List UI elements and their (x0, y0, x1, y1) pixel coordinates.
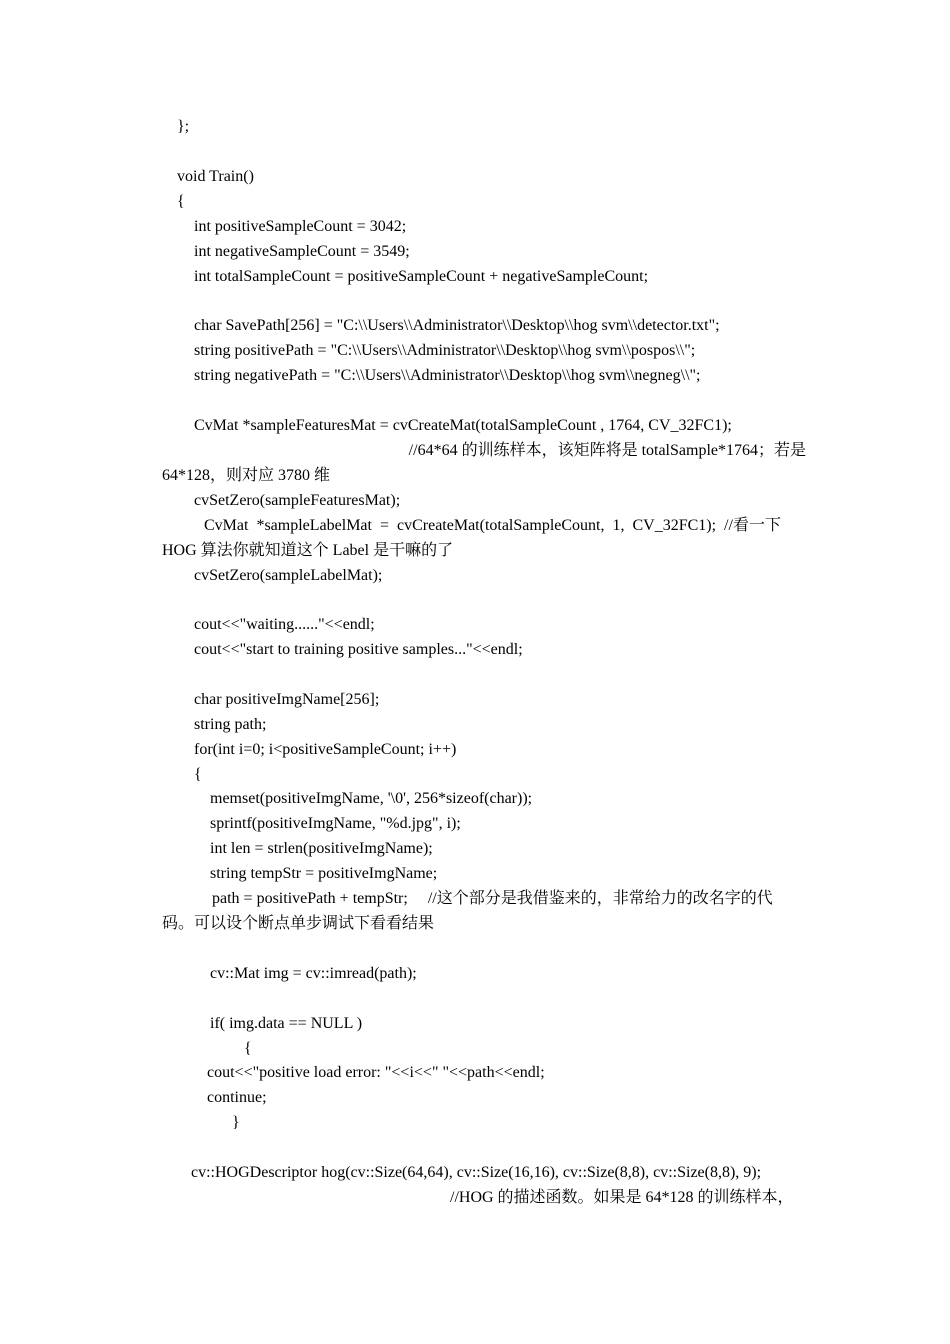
code-line: int len = strlen(positiveImgName); (210, 840, 433, 857)
code-line: cv::HOGDescriptor hog(cv::Size(64,64), cv::Size(16,16), cv::Size(8,8), cv::Size(8,8), 9); (191, 1164, 762, 1181)
code-line: sprintf(positiveImgName, "%d.jpg", i); (210, 815, 461, 832)
code-line: cout<<"positive load error: "<<i<<" "<<path<<endl; (207, 1064, 545, 1081)
code-line: if( img.data == NULL ) (210, 1015, 363, 1032)
code-line: string path; (194, 716, 267, 733)
code-comment: HOG 算法你就知道这个 Label 是干嘛的了 (162, 542, 454, 559)
code-line: char SavePath[256] = "C:\\Users\\Administrator\\Desktop\\hog svm\\detector.txt"; (194, 317, 720, 334)
code-line: int totalSampleCount = positiveSampleCount + negativeSampleCount; (194, 268, 649, 285)
code-line: { (177, 193, 185, 210)
code-line: string positivePath = "C:\\Users\\Administrator\\Desktop\\hog svm\\pospos\\"; (194, 342, 696, 359)
code-line: char positiveImgName[256]; (194, 691, 380, 708)
code-line: int positiveSampleCount = 3042; (194, 218, 407, 235)
code-line: }; (177, 118, 190, 135)
code-line: int negativeSampleCount = 3549; (194, 243, 410, 260)
code-comment: 64*128，则对应 3780 维 (162, 467, 331, 484)
code-line: string tempStr = positiveImgName; (210, 865, 438, 882)
code-line: CvMat *sampleLabelMat = cvCreateMat(totalSampleCount, 1, CV_32FC1); //看一下 (204, 517, 781, 534)
code-line: string negativePath = "C:\\Users\\Administrator\\Desktop\\hog svm\\negneg\\"; (194, 367, 701, 384)
code-comment: //64*64 的训练样本，该矩阵将是 totalSample*1764；若是 (408, 442, 806, 459)
code-line: cout<<"waiting......"<<endl; (194, 616, 375, 633)
code-line: cvSetZero(sampleLabelMat); (194, 567, 383, 584)
code-line: path = positivePath + tempStr; //这个部分是我借鉴来的，非常给力的改名字的代 (212, 890, 773, 907)
code-line: CvMat *sampleFeaturesMat = cvCreateMat(totalSampleCount , 1764, CV_32FC1); (194, 417, 732, 434)
code-line: cvSetZero(sampleFeaturesMat); (194, 492, 401, 509)
code-line: void Train() (177, 168, 254, 185)
code-line: { (194, 766, 202, 783)
code-line: for(int i=0; i<positiveSampleCount; i++) (194, 741, 457, 758)
code-line: } (232, 1114, 240, 1131)
code-line: cout<<"start to training positive samples..."<<endl; (194, 641, 523, 658)
code-comment: 码。可以设个断点单步调试下看看结果 (162, 915, 435, 932)
code-line: continue; (207, 1089, 267, 1106)
code-line: { (244, 1040, 252, 1057)
code-line: cv::Mat img = cv::imread(path); (210, 965, 417, 982)
code-line: memset(positiveImgName, '\0', 256*sizeof(char)); (210, 790, 533, 807)
code-comment: //HOG 的描述函数。如果是 64*128 的训练样本， (450, 1189, 794, 1206)
